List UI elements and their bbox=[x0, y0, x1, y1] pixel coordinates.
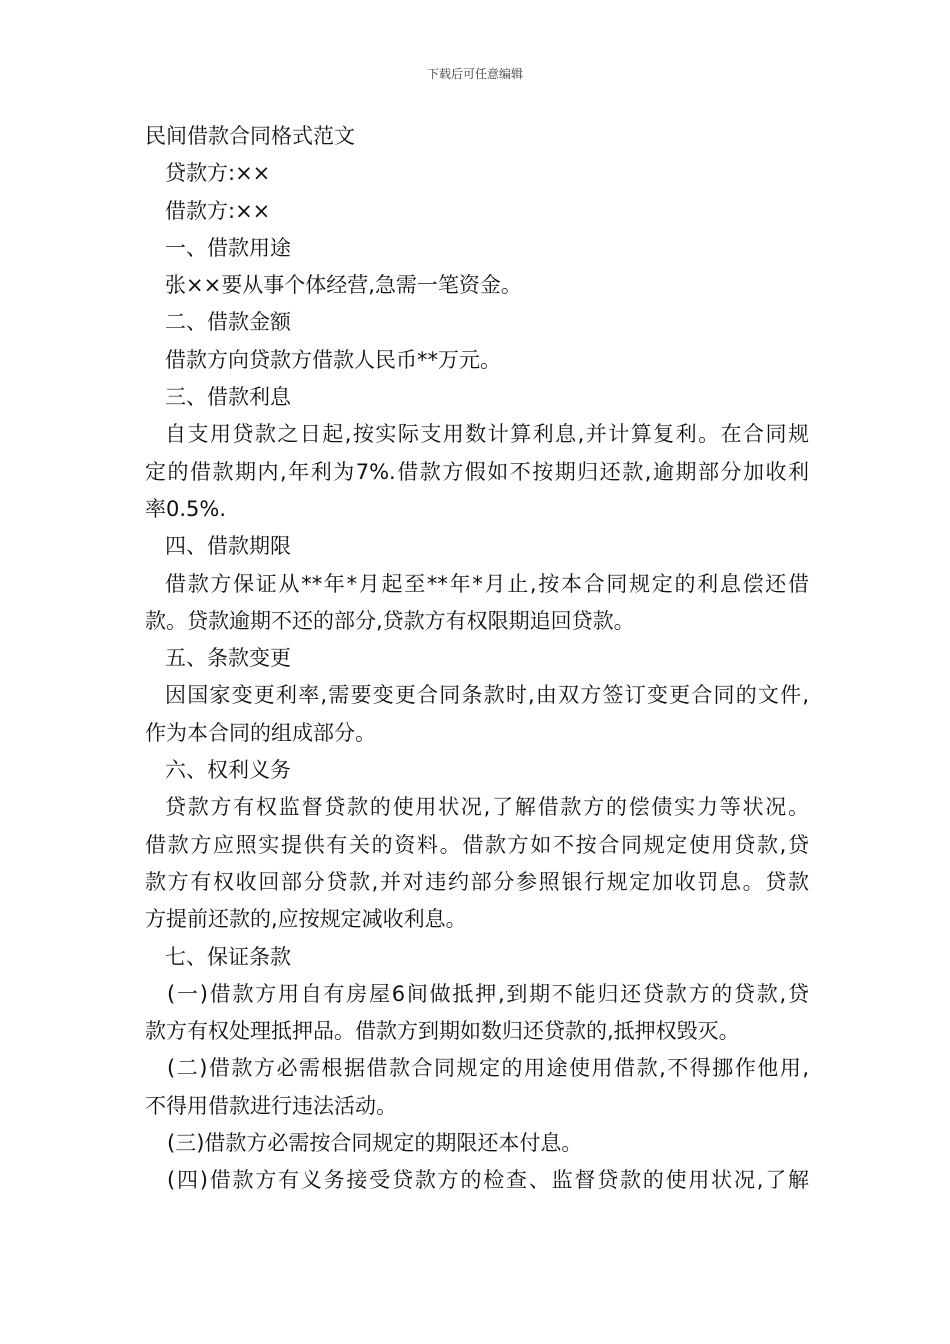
text-line: 定的借款期内,年利为7%.借款方假如不按期归还款,逾期部分加收利 bbox=[145, 459, 809, 484]
text-line: 因国家变更利率,需要变更合同条款时,由双方签订变更合同的文件, bbox=[165, 683, 809, 708]
text-line: 六、权利义务 bbox=[165, 758, 291, 783]
text-line: 款。贷款逾期不还的部分,贷款方有权限期追回贷款。 bbox=[145, 608, 635, 633]
text-line: 款方有权处理抵押品。借款方到期如数归还贷款的,抵押权毁灭。 bbox=[145, 1019, 740, 1044]
text-line: 七、保证条款 bbox=[165, 944, 291, 969]
text-line: 贷款方:×× bbox=[165, 161, 271, 186]
text-line: 自支用贷款之日起,按实际支用数计算利息,并计算复利。在合同规 bbox=[165, 422, 809, 447]
document-body bbox=[145, 118, 809, 1200]
page-header: 下载后可任意编辑 bbox=[426, 67, 523, 81]
text-line: 率0.5%. bbox=[145, 496, 227, 521]
text-line: (一)借款方用自有房屋6间做抵押,到期不能归还贷款方的贷款,贷 bbox=[167, 981, 809, 1006]
text-line: 借款方:×× bbox=[165, 198, 271, 223]
text-line: 借款方向贷款方借款人民币**万元。 bbox=[165, 347, 501, 372]
text-line: (三)借款方必需按合同规定的期限还本付息。 bbox=[167, 1131, 583, 1156]
text-line: 五、条款变更 bbox=[165, 646, 291, 671]
text-line: 借款方应照实提供有关的资料。借款方如不按合同规定使用贷款,贷 bbox=[145, 832, 809, 857]
text-line: 款方有权收回部分贷款,并对违约部分参照银行规定加收罚息。贷款 bbox=[145, 869, 809, 894]
text-line: 一、借款用途 bbox=[165, 235, 291, 260]
text-line: 三、借款利息 bbox=[165, 385, 291, 410]
text-line: 作为本合同的组成部分。 bbox=[145, 720, 376, 745]
text-line: 方提前还款的,应按规定减收利息。 bbox=[145, 907, 467, 932]
text-line: 不得用借款进行违法活动。 bbox=[145, 1093, 397, 1118]
text-line: 民间借款合同格式范文 bbox=[145, 124, 355, 148]
text-line: 四、借款期限 bbox=[165, 534, 291, 559]
text-line: (二)借款方必需根据借款合同规定的用途使用借款,不得挪作他用, bbox=[167, 1056, 809, 1081]
text-line: 张××要从事个体经营,急需一笔资金。 bbox=[165, 273, 522, 298]
text-line: 贷款方有权监督贷款的使用状况,了解借款方的偿债实力等状况。 bbox=[165, 795, 809, 820]
text-line: (四)借款方有义务接受贷款方的检查、监督贷款的使用状况,了解 bbox=[167, 1168, 809, 1193]
text-line: 二、借款金额 bbox=[165, 310, 291, 335]
text-line: 借款方保证从**年*月起至**年*月止,按本合同规定的利息偿还借 bbox=[165, 571, 809, 596]
